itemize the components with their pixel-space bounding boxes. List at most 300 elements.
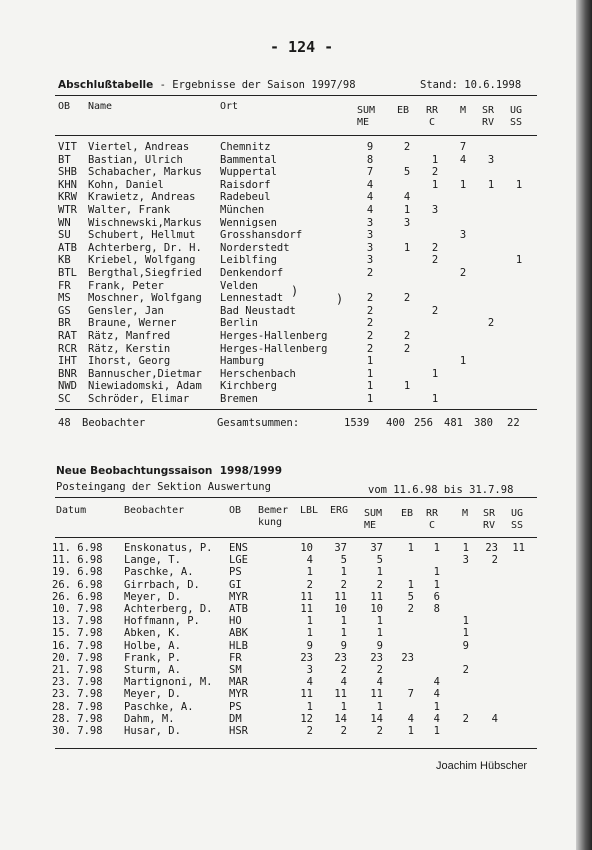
cell-name: Schabacher, Markus: [88, 166, 202, 179]
table-row: [0, 603, 592, 616]
cell-ort: Bad Neustadt: [220, 304, 296, 317]
t2-h-ob: OB: [229, 505, 242, 516]
cell-ob: HLB: [229, 639, 248, 652]
cell-rr: 2: [431, 304, 439, 317]
cell-datum: 28. 7.98: [52, 700, 103, 713]
table-row: [0, 229, 592, 242]
table-row: [0, 566, 592, 579]
table-row: [0, 713, 592, 726]
cell-beob: Hoffmann, P.: [124, 615, 200, 628]
cell-rr: 4: [433, 676, 440, 689]
cell-beob: Husar, D.: [124, 725, 181, 737]
cell-ob: ENS: [229, 542, 248, 554]
cell-ort: Lennestadt: [220, 292, 284, 305]
cell-sum: 2: [376, 725, 383, 737]
table-row: [0, 688, 592, 701]
t2-h-beob: Beobachter: [124, 505, 185, 516]
cell-ob: MYR: [229, 590, 248, 603]
cell-rr: 1: [431, 367, 439, 380]
table-row: [0, 141, 592, 154]
cell-beob: Meyer, D.: [124, 590, 181, 603]
table1-stand: Stand: 10.6.1998: [420, 79, 522, 91]
cell-datum: 11. 6.98: [52, 554, 103, 567]
t2-h-lbl: LBL: [300, 505, 319, 516]
cell-ob: LGE: [229, 554, 248, 567]
cell-lbl: 1: [306, 700, 313, 713]
t2-h-datum: Datum: [56, 505, 87, 516]
cell-ob: ABK: [229, 627, 248, 640]
cell-sum: 14: [370, 712, 383, 725]
cell-ob: VIT: [58, 141, 77, 153]
cell-ob: PS: [229, 566, 242, 579]
cell-beob: Dahm, M.: [124, 712, 175, 725]
table-row: [0, 640, 592, 653]
cell-sum: 2: [366, 292, 374, 305]
table2-range: vom 11.6.98 bis 31.7.98: [368, 484, 514, 496]
cell-sum: 1: [376, 566, 383, 579]
table2-title: Neue Beobachtungssaison 1998/1999: [56, 465, 283, 477]
table2-subtitle: Posteingang der Sektion Auswertung: [56, 481, 271, 493]
cell-name: Gensler, Jan: [88, 304, 164, 317]
cell-ob: BNR: [58, 367, 77, 380]
page-number: - 124 -: [270, 38, 334, 56]
cell-ort: Berlin: [220, 317, 258, 330]
cell-sum: 1: [366, 367, 374, 380]
cell-ob: PS: [229, 700, 242, 713]
t2-h-m: M: [462, 508, 469, 519]
t2-h-eb: EB: [401, 508, 414, 519]
cell-ort: Wuppertal: [220, 166, 277, 179]
cell-sum: 3: [366, 229, 374, 242]
cell-name: Frank, Peter: [88, 279, 164, 292]
t2-h-ug: UG SS: [511, 508, 524, 531]
cell-m: 9: [462, 639, 469, 652]
cell-datum: 26. 6.98: [52, 578, 103, 591]
cell-ort: Herges-Hallenberg: [220, 342, 328, 355]
t1-f-sum: 1539: [344, 417, 370, 429]
cell-sum: 23: [370, 651, 383, 664]
cell-lbl: 1: [306, 627, 313, 640]
cell-beob: Enskonatus, P.: [124, 542, 213, 554]
table2-top-rule: [55, 497, 537, 498]
cell-erg: 2: [340, 725, 347, 737]
cell-m: 1: [459, 178, 467, 191]
cell-ob: WN: [58, 216, 71, 229]
cell-erg: 9: [340, 639, 347, 652]
cell-sum: 2: [366, 267, 374, 279]
table-row: [0, 554, 592, 567]
t1-h-ug: UG SS: [510, 105, 523, 128]
cell-ob: KB: [58, 254, 71, 267]
cell-sr: 2: [491, 554, 498, 567]
cell-ort: Bremen: [220, 393, 258, 405]
cell-erg: 1: [340, 566, 347, 579]
table-row: [0, 380, 592, 393]
cell-lbl: 11: [300, 590, 313, 603]
table-row: [0, 652, 592, 665]
table1-header-rule: [55, 135, 537, 136]
t1-h-sum: SUM ME: [357, 105, 376, 128]
cell-sum: 2: [366, 342, 374, 355]
t1-h-ob: OB: [58, 101, 71, 112]
table-row: [0, 368, 592, 381]
cell-erg: 1: [340, 615, 347, 628]
cell-name: Ihorst, Georg: [88, 355, 171, 368]
cell-erg: 5: [340, 554, 347, 567]
cell-sum: 11: [370, 590, 383, 603]
cell-name: Braune, Werner: [88, 317, 177, 330]
cell-ob: DM: [229, 712, 242, 725]
cell-name: Achterberg, Dr. H.: [88, 241, 202, 254]
cell-erg: 10: [334, 603, 347, 615]
table-row: [0, 179, 592, 192]
cell-m: 7: [459, 141, 467, 153]
cell-m: 3: [459, 229, 467, 242]
t1-f-label: Beobachter: [82, 417, 146, 429]
cell-lbl: 2: [306, 578, 313, 591]
cell-lbl: 4: [306, 676, 313, 689]
cell-beob: Paschke, A.: [124, 566, 194, 579]
t1-h-eb: EB: [397, 105, 410, 116]
cell-name: Niewiadomski, Adam: [88, 380, 202, 393]
t2-h-sum: SUM ME: [364, 508, 383, 531]
table-row: [0, 254, 592, 267]
cell-sr: 4: [491, 712, 498, 725]
table-row: [0, 305, 592, 318]
cell-sum: 10: [370, 603, 383, 615]
table-row: [0, 191, 592, 204]
cell-ob: RAT: [58, 330, 77, 342]
t1-h-m: M: [460, 105, 467, 116]
cell-m: 2: [459, 267, 467, 279]
cell-ort: München: [220, 204, 265, 216]
cell-name: Viertel, Andreas: [88, 141, 190, 153]
cell-rr: 2: [431, 166, 439, 179]
cell-rr: 3: [431, 204, 439, 216]
cell-rr: 1: [431, 393, 439, 405]
cell-ort: Wennigsen: [220, 216, 277, 229]
cell-eb: 7: [407, 688, 414, 701]
cell-name: Bastian, Ulrich: [88, 153, 183, 166]
t1-f-m: 481: [444, 417, 463, 429]
cell-ort: Norderstedt: [220, 241, 290, 254]
cell-sum: 37: [370, 542, 383, 554]
table-row: [0, 317, 592, 330]
cell-ug: 1: [515, 254, 523, 267]
cell-eb: 2: [403, 330, 411, 342]
cell-m: 3: [462, 554, 469, 567]
cell-ug: 1: [515, 178, 523, 191]
cell-ob: FR: [229, 651, 242, 664]
cell-datum: 28. 7.98: [52, 712, 103, 725]
cell-ob: BR: [58, 317, 71, 330]
cell-ort: Raisdorf: [220, 178, 271, 191]
cell-sum: 5: [376, 554, 383, 567]
cell-rr: 1: [433, 725, 440, 737]
cell-sum: 2: [376, 664, 383, 676]
cell-erg: 23: [334, 651, 347, 664]
cell-ort: Chemnitz: [220, 141, 271, 153]
cell-lbl: 3: [306, 664, 313, 676]
cell-m: 1: [462, 542, 469, 554]
cell-sum: 1: [376, 615, 383, 628]
cell-rr: 4: [433, 712, 440, 725]
table-row: [0, 615, 592, 628]
bracket-mark-2: ): [336, 292, 344, 306]
table-row: [0, 591, 592, 604]
t2-h-sr: SR RV: [483, 508, 496, 531]
cell-ob: IHT: [58, 355, 77, 368]
t1-f-gesamt: Gesamtsummen:: [217, 417, 300, 429]
cell-sum: 4: [366, 178, 374, 191]
bracket-mark: ): [291, 284, 299, 298]
cell-sr: 3: [487, 153, 495, 166]
cell-m: 1: [459, 355, 467, 368]
cell-m: 1: [462, 627, 469, 640]
cell-sum: 1: [366, 355, 374, 368]
cell-sum: 3: [366, 216, 374, 229]
t1-f-eb: 400: [386, 417, 405, 429]
cell-beob: Sturm, A.: [124, 664, 181, 676]
cell-name: Schröder, Elimar: [88, 393, 190, 405]
cell-eb: 1: [403, 204, 411, 216]
table-row: [0, 676, 592, 689]
cell-name: Kohn, Daniel: [88, 178, 164, 191]
cell-rr: 4: [433, 688, 440, 701]
cell-datum: 26. 6.98: [52, 590, 103, 603]
cell-ob: GI: [229, 578, 242, 591]
table2-header-rule: [55, 537, 537, 538]
cell-rr: 1: [431, 178, 439, 191]
cell-rr: 1: [433, 566, 440, 579]
cell-ug: 11: [512, 542, 525, 554]
cell-ort: Grosshansdorf: [220, 229, 303, 242]
cell-ob: KRW: [58, 191, 77, 204]
cell-ob: MYR: [229, 688, 248, 701]
table-row: [0, 701, 592, 714]
cell-sum: 4: [376, 676, 383, 689]
table-row: [0, 343, 592, 356]
cell-ob: SU: [58, 229, 71, 242]
cell-sum: 2: [366, 330, 374, 342]
cell-datum: 11. 6.98: [52, 542, 103, 554]
cell-datum: 20. 7.98: [52, 651, 103, 664]
table-row: [0, 355, 592, 368]
cell-erg: 37: [334, 542, 347, 554]
cell-sum: 1: [376, 627, 383, 640]
cell-lbl: 12: [300, 712, 313, 725]
t1-f-rr: 256: [414, 417, 433, 429]
cell-sum: 2: [376, 578, 383, 591]
cell-beob: Abken, K.: [124, 627, 181, 640]
table1-title-bold: Abschlußtabelle: [58, 79, 154, 91]
cell-lbl: 1: [306, 615, 313, 628]
t1-f-sr: 380: [474, 417, 493, 429]
table-row: [0, 725, 592, 738]
cell-rr: 2: [431, 241, 439, 254]
cell-sum: 4: [366, 204, 374, 216]
cell-name: Rätz, Kerstin: [88, 342, 171, 355]
cell-sum: 3: [366, 241, 374, 254]
table-row: [0, 579, 592, 592]
cell-ort: Hamburg: [220, 355, 265, 368]
cell-m: 1: [462, 615, 469, 628]
cell-lbl: 11: [300, 603, 313, 615]
cell-sum: 1: [366, 393, 374, 405]
table1-title: [58, 79, 356, 91]
table-row: [0, 242, 592, 255]
cell-sum: 8: [366, 153, 374, 166]
cell-ort: Denkendorf: [220, 267, 284, 279]
cell-eb: 23: [401, 651, 414, 664]
cell-erg: 14: [334, 712, 347, 725]
cell-ob: ATB: [229, 603, 248, 615]
cell-sum: 2: [366, 317, 374, 330]
cell-sr: 2: [487, 317, 495, 330]
cell-ort: Velden: [220, 279, 258, 292]
cell-ob: MAR: [229, 676, 248, 689]
cell-datum: 13. 7.98: [52, 615, 103, 628]
cell-name: Kriebel, Wolfgang: [88, 254, 196, 267]
cell-ob: SM: [229, 664, 242, 676]
cell-m: 2: [462, 712, 469, 725]
t1-h-sr: SR RV: [482, 105, 495, 128]
cell-m: 4: [459, 153, 467, 166]
cell-lbl: 1: [306, 566, 313, 579]
cell-datum: 19. 6.98: [52, 566, 103, 579]
cell-datum: 21. 7.98: [52, 664, 103, 676]
cell-beob: Meyer, D.: [124, 688, 181, 701]
cell-rr: 2: [431, 254, 439, 267]
table-row: [0, 393, 592, 406]
signature: Joachim Hübscher: [436, 760, 528, 772]
t1-h-ort: Ort: [220, 101, 239, 112]
t1-h-rr: RR C: [426, 105, 439, 128]
cell-ob: FR: [58, 279, 71, 292]
table-row: [0, 267, 592, 280]
cell-beob: Holbe, A.: [124, 639, 181, 652]
cell-erg: 1: [340, 700, 347, 713]
cell-name: Wischnewski,Markus: [88, 216, 202, 229]
cell-eb: 3: [403, 216, 411, 229]
table-row: [0, 204, 592, 217]
cell-sum: 3: [366, 254, 374, 267]
cell-ob: WTR: [58, 204, 77, 216]
cell-lbl: 2: [306, 725, 313, 737]
cell-eb: 2: [407, 603, 414, 615]
cell-eb: 1: [407, 725, 414, 737]
cell-datum: 15. 7.98: [52, 627, 103, 640]
table-row: [0, 627, 592, 640]
cell-lbl: 4: [306, 554, 313, 567]
cell-sum: 11: [370, 688, 383, 701]
cell-ob: KHN: [58, 178, 77, 191]
cell-name: Bannuscher,Dietmar: [88, 367, 202, 380]
cell-ort: Bammental: [220, 153, 277, 166]
cell-m: 2: [462, 664, 469, 676]
cell-beob: Martignoni, M.: [124, 676, 213, 689]
t2-h-erg: ERG: [330, 505, 349, 516]
table1-footer: [0, 417, 592, 430]
cell-ob: MS: [58, 292, 71, 305]
cell-sum: 1: [366, 380, 374, 393]
cell-rr: 1: [431, 153, 439, 166]
cell-eb: 1: [407, 578, 414, 591]
cell-name: Schubert, Hellmut: [88, 229, 196, 242]
table1-title-rest: - Ergebnisse der Saison 1997/98: [153, 79, 356, 91]
table-row: [0, 166, 592, 179]
cell-beob: Achterberg, D.: [124, 603, 213, 615]
t1-f-ug: 22: [507, 417, 520, 429]
cell-ob: RCR: [58, 342, 77, 355]
cell-eb: 5: [407, 590, 414, 603]
cell-ob: NWD: [58, 380, 77, 393]
cell-sum: 2: [366, 304, 374, 317]
table1-top-rule: [55, 95, 537, 96]
cell-rr: 8: [433, 603, 440, 615]
cell-ort: Herschenbach: [220, 367, 296, 380]
cell-erg: 1: [340, 627, 347, 640]
cell-sr: 1: [487, 178, 495, 191]
cell-lbl: 23: [300, 651, 313, 664]
cell-erg: 2: [340, 664, 347, 676]
cell-erg: 4: [340, 676, 347, 689]
table-row: [0, 330, 592, 343]
cell-sum: 1: [376, 700, 383, 713]
cell-sr: 23: [485, 542, 498, 554]
cell-datum: 10. 7.98: [52, 603, 103, 615]
cell-ob: GS: [58, 304, 71, 317]
cell-ob: ATB: [58, 241, 77, 254]
cell-beob: Girrbach, D.: [124, 578, 200, 591]
cell-erg: 11: [334, 688, 347, 701]
cell-datum: 30. 7.98: [52, 725, 103, 737]
cell-ob: HSR: [229, 725, 248, 737]
cell-rr: 6: [433, 590, 440, 603]
cell-ort: Radebeul: [220, 191, 271, 204]
cell-eb: 2: [403, 141, 411, 153]
cell-ob: BTL: [58, 267, 77, 279]
cell-sum: 7: [366, 166, 374, 179]
table1-footer-rule: [55, 409, 537, 410]
cell-ort: Leiblfing: [220, 254, 277, 267]
cell-ob: HO: [229, 615, 242, 628]
t1-h-name: Name: [88, 101, 113, 112]
table2-bottom-rule: [55, 748, 537, 749]
cell-erg: 2: [340, 578, 347, 591]
cell-rr: 1: [433, 542, 440, 554]
cell-beob: Frank, P.: [124, 651, 181, 664]
cell-eb: 1: [403, 241, 411, 254]
cell-rr: 1: [433, 700, 440, 713]
cell-sum: 4: [366, 191, 374, 204]
cell-eb: 5: [403, 166, 411, 179]
cell-datum: 16. 7.98: [52, 639, 103, 652]
cell-ort: Herges-Hallenberg: [220, 330, 328, 342]
cell-rr: 1: [433, 578, 440, 591]
cell-lbl: 9: [306, 639, 313, 652]
cell-datum: 23. 7.98: [52, 676, 103, 689]
cell-ort: Kirchberg: [220, 380, 277, 393]
t2-h-bem: Bemer kung: [258, 505, 289, 528]
cell-eb: 2: [403, 292, 411, 305]
cell-eb: 4: [407, 712, 414, 725]
cell-beob: Paschke, A.: [124, 700, 194, 713]
cell-ob: BT: [58, 153, 71, 166]
cell-name: Moschner, Wolfgang: [88, 292, 202, 305]
cell-name: Rätz, Manfred: [88, 330, 171, 342]
table-row: [0, 154, 592, 167]
